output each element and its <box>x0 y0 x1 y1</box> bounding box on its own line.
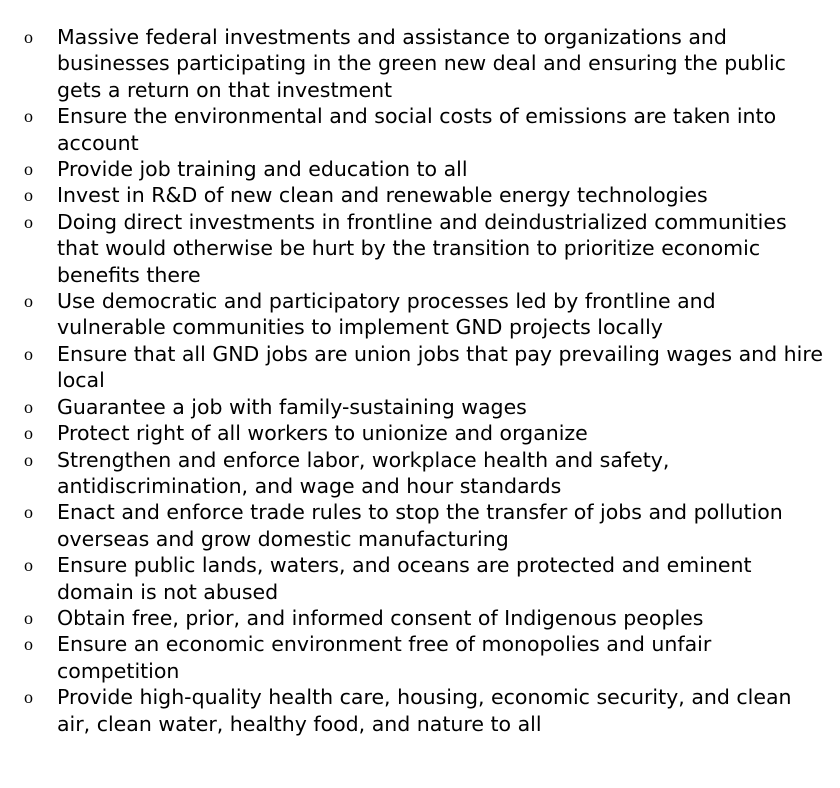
bullet-marker: o <box>24 423 33 444</box>
list-item-text: Doing direct investments in frontline and deindustrialized communities that would otherwise be hurt by the transition to prioritize economic benefits there <box>57 209 787 287</box>
list-item <box>0 631 840 684</box>
list-item-text: Ensure an economic environment free of monopolies and unfair competition <box>57 632 712 683</box>
list-item-text: Provide high-quality health care, housing, economic security, and clean air, clean water, healthy food, and nature to all <box>57 685 792 736</box>
list-item <box>0 24 840 103</box>
bullet-marker: o <box>24 211 33 232</box>
list-item-text: Protect right of all workers to unionize and organize <box>57 421 588 446</box>
list-item <box>0 209 840 288</box>
list-item <box>0 605 840 631</box>
list-item-text: Massive federal investments and assistance to organizations and businesses participating in the green new deal and ensuring the public gets a return on that investment <box>57 25 786 102</box>
bullet-marker: o <box>24 502 33 523</box>
list-item-text: Provide job training and education to all <box>57 157 468 182</box>
bullet-marker: o <box>24 396 33 417</box>
list-item-text: Ensure the environmental and social costs of emissions are taken into account <box>57 104 777 155</box>
list-item <box>0 156 840 182</box>
list-item-text: Obtain free, prior, and informed consent of Indigenous peoples <box>57 605 704 630</box>
list-item <box>0 182 840 208</box>
list-item-text: Ensure that all GND jobs are union jobs that pay prevailing wages and hire local <box>57 341 823 393</box>
bullet-marker: o <box>24 106 33 127</box>
bullet-marker: o <box>24 185 33 206</box>
bullet-marker: o <box>24 159 33 180</box>
list-item <box>0 684 840 737</box>
list-item-text: Strengthen and enforce labor, workplace health and safety, antidiscrimination, and wage and hour standards <box>57 447 670 498</box>
list-item-text: Ensure public lands, waters, and oceans are protected and eminent domain is not abused <box>57 553 752 604</box>
bullet-marker: o <box>24 607 33 628</box>
list-item-text: Enact and enforce trade rules to stop the transfer of jobs and pollution overseas and grow domestic manufacturing <box>57 500 783 551</box>
bullet-marker: o <box>24 27 33 47</box>
list-item <box>0 447 840 500</box>
bullet-marker: o <box>24 634 33 655</box>
list-item-text: Guarantee a job with family-sustaining wages <box>57 394 527 419</box>
bullet-marker: o <box>24 555 33 576</box>
list-item <box>0 288 840 341</box>
list-item <box>0 341 840 394</box>
list-item-text: Invest in R&D of new clean and renewable energy technologies <box>57 183 708 208</box>
bullet-marker: o <box>24 449 33 470</box>
bullet-marker: o <box>24 343 33 364</box>
list-item <box>0 499 840 552</box>
list-item <box>0 420 840 446</box>
list-item-text: Use democratic and participatory processes led by frontline and vulnerable communities to implement GND projects locally <box>57 289 716 340</box>
list-item <box>0 394 840 420</box>
list-item <box>0 552 840 605</box>
list-item <box>0 103 840 156</box>
bullet-marker: o <box>24 687 33 708</box>
bullet-marker: o <box>24 291 33 312</box>
